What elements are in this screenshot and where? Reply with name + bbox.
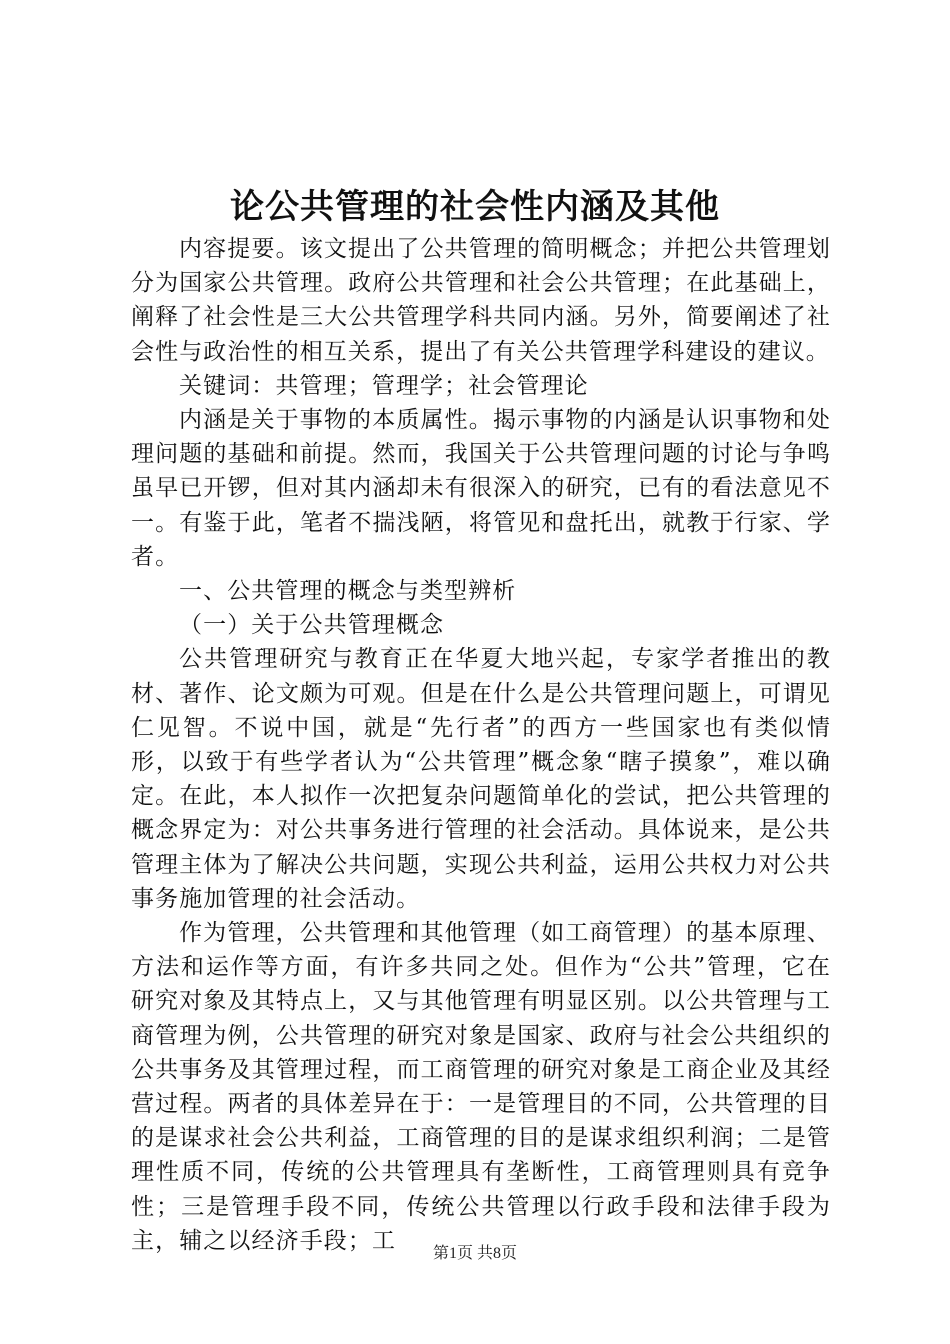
page-number: 第1页 共8页 bbox=[432, 1245, 517, 1262]
keywords-line: 关键词：共管理；管理学；社会管理论 bbox=[179, 372, 589, 399]
body-paragraph: 作为管理，公共管理和其他管理（如工商管理）的基本原理、方法和运作等方面，有许多共同之处。但作为“公共”管理，它在研究对象及其特点上，又与其他管理有明显区别。以公共管理与工商管理为例，公共管理的研究对象是国家、政府与社会公共组织的公共事务及其管理过程，而工商管理的研究对象是工商企业及其经营过程。两者的具体差异在于：一是管理目的不同，公共管理的目的是谋求社会公共利益，工商管理的目的是谋求组织利润；二是管理性质不同，传统的公共管理具有垄断性，工商管理则具有竞争性；三是管理手段不同，传统公共管理以行政手段和法律手段为主，辅之以经济手段；工 bbox=[131, 920, 831, 1254]
abstract-paragraph: 内容提要。该文提出了公共管理的简明概念；并把公共管理划分为国家公共管理。政府公共管理和社会公共管理；在此基础上，阐释了社会性是三大公共管理学科共同内涵。另外，简要阐述了社会性与政治性的相互关系，提出了有关公共管理学科建设的建议。 bbox=[131, 236, 831, 365]
document-title: 论公共管理的社会性内涵及其他 bbox=[230, 187, 720, 227]
section-heading: 一、公共管理的概念与类型辨析 bbox=[179, 578, 517, 605]
document-body bbox=[131, 232, 831, 1258]
body-paragraph: 内涵是关于事物的本质属性。揭示事物的内涵是认识事物和处理问题的基础和前提。然而，我国关于公共管理问题的讨论与争鸣虽早已开锣，但对其内涵却未有很深入的研究，已有的看法意见不一。有鉴于此，笔者不揣浅陋，将管见和盘托出，就教于行家、学者。 bbox=[131, 407, 831, 570]
body-paragraph: 公共管理研究与教育正在华夏大地兴起，专家学者推出的教材、著作、论文颇为可观。但是在什么是公共管理问题上，可谓见仁见智。不说中国，就是“先行者”的西方一些国家也有类似情形，以致于有些学者认为“公共管理”概念象“瞎子摸象”，难以确定。在此，本人拟作一次把复杂问题简单化的尝试，把公共管理的概念界定为：对公共事务进行管理的社会活动。具体说来，是公共管理主体为了解决公共问题，实现公共利益，运用公共权力对公共事务施加管理的社会活动。 bbox=[131, 646, 831, 912]
subsection-heading: （一）关于公共管理概念 bbox=[179, 612, 445, 639]
